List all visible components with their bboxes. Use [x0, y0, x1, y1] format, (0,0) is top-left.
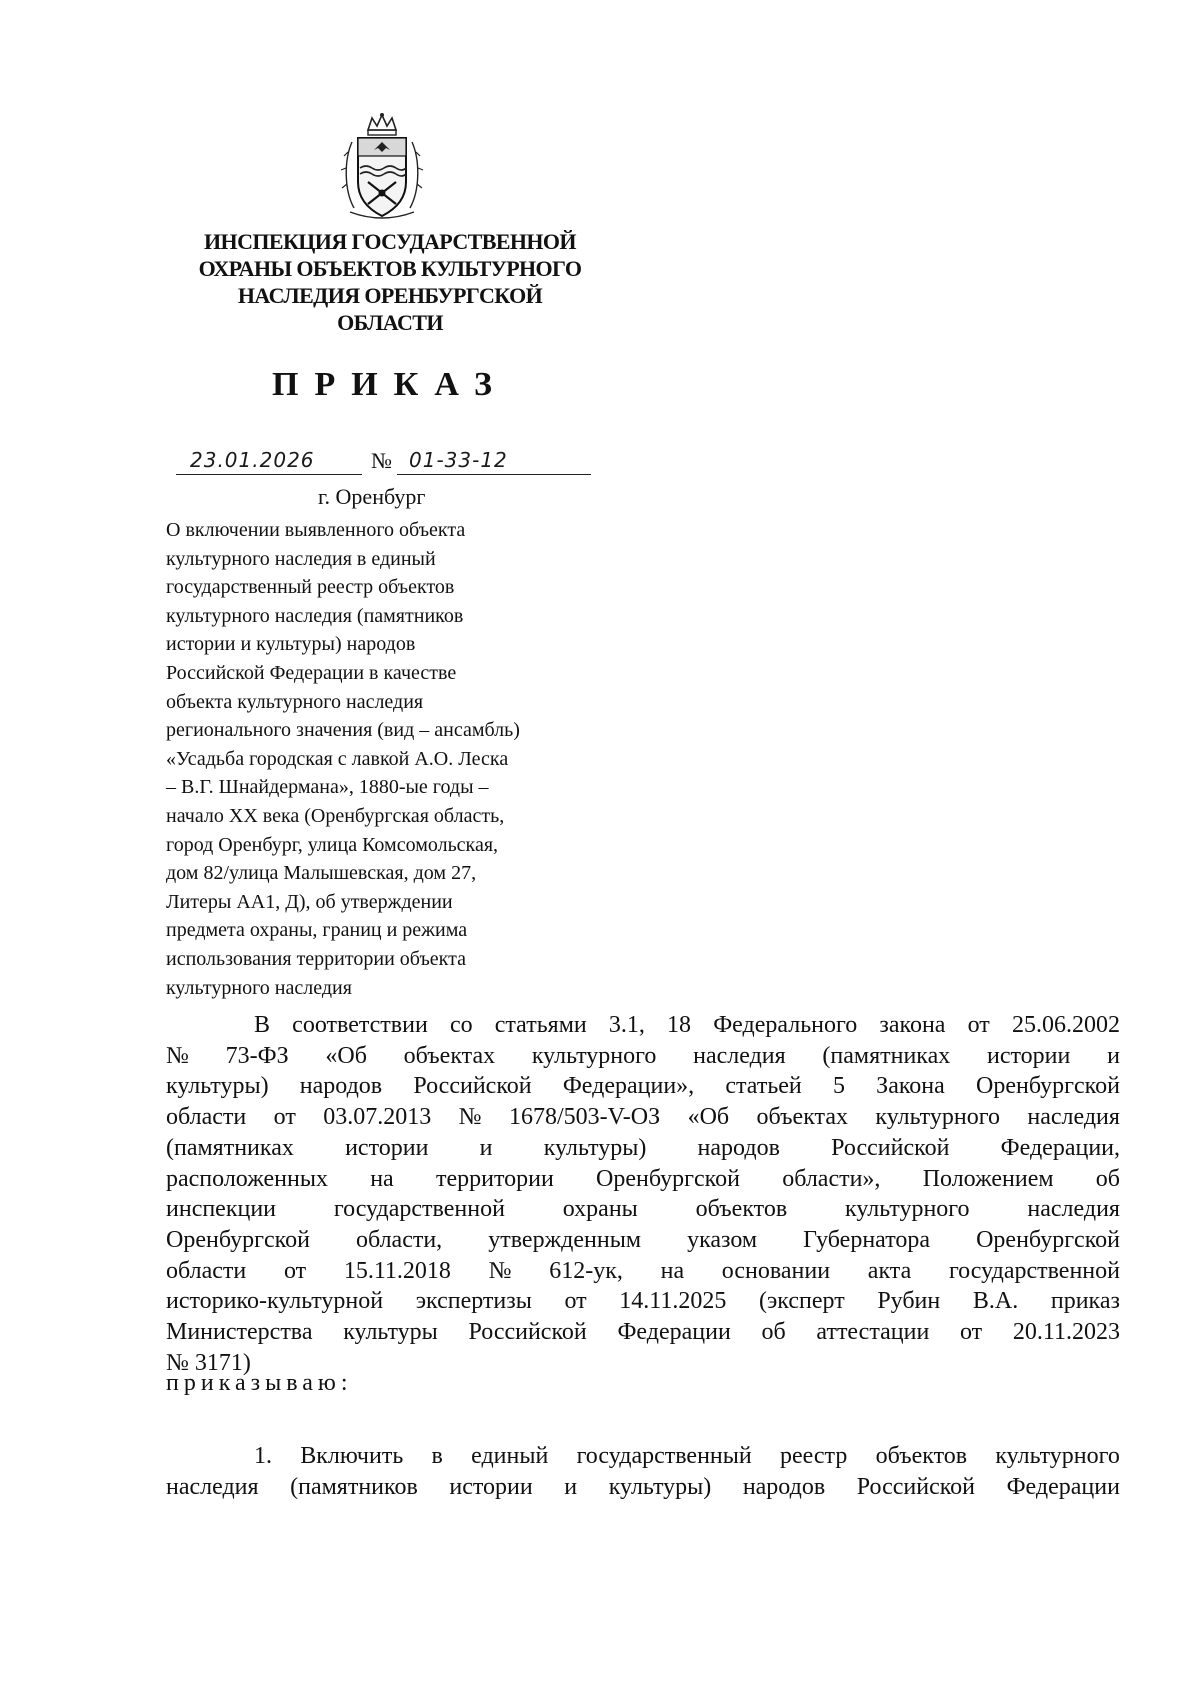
preamble-line: В соответствии со статьями 3.1, 18 Федерального закона от 25.06.2002 [254, 1012, 1120, 1038]
organization-name [160, 228, 620, 336]
subject-line: использования территории объекта [166, 947, 466, 970]
registration-date: 23.01.2026 [190, 448, 315, 472]
subject-line: государственный реестр объектов [166, 576, 455, 599]
subject-line: Российской Федерации в качестве [166, 661, 457, 684]
order-item-1 [166, 1441, 1120, 1502]
subject-line: дом 82/улица Малышевская, дом 27, [166, 862, 477, 885]
preamble-line: Министерства культуры Российской Федерации об аттестации от 20.11.2023 [166, 1319, 1120, 1346]
org-line: ОБЛАСТИ [337, 310, 443, 335]
subject-line: предмета охраны, границ и режима [166, 919, 468, 942]
preamble-line: № 3171) [166, 1349, 251, 1376]
subject-line: начало XX века (Оренбургская область, [166, 804, 505, 827]
org-line: ИНСПЕКЦИЯ ГОСУДАРСТВЕННОЙ [204, 229, 576, 254]
subject-line: культурного наследия [166, 976, 352, 999]
city-of-issue: г. Оренбург [318, 484, 426, 509]
subject-line: культурного наследия в единый [166, 547, 436, 570]
subject-line: – В.Г. Шнайдермана», 1880-ые годы – [166, 776, 489, 799]
number-sign: № [371, 448, 392, 473]
org-line: ОХРАНЫ ОБЪЕКТОВ КУЛЬТУРНОГО [198, 256, 582, 281]
subject-line: объекта культурного наследия [166, 690, 424, 713]
subject-line: культурного наследия (памятников [166, 604, 464, 627]
preamble-line: области от 03.07.2013 № 1678/503-V-ОЗ «Об объектах культурного наследия [166, 1104, 1120, 1131]
coat-of-arms-emblem [338, 112, 426, 222]
preamble-paragraph [166, 1010, 1120, 1378]
registration-date-line [176, 448, 362, 475]
org-line: НАСЛЕДИЯ ОРЕНБУРГСКОЙ [237, 283, 543, 308]
document-type-title: ПРИКАЗ [272, 366, 508, 403]
subject-line: истории и культуры) народов [166, 633, 416, 656]
preamble-line: области от 15.11.2018 № 612-ук, на основании акта государственной [166, 1257, 1120, 1284]
registration-number-line [397, 448, 591, 475]
subject-line: город Оренбург, улица Комсомольская, [166, 833, 499, 856]
preamble-line: культуры) народов Российской Федерации», статьей 5 Закона Оренбургской [166, 1073, 1120, 1100]
order-subject [166, 516, 606, 1002]
command-word: приказываю: [166, 1370, 353, 1396]
subject-line: Литеры АА1, Д), об утверждении [166, 890, 453, 913]
subject-line: «Усадьба городская с лавкой А.О. Леска [166, 747, 509, 770]
preamble-line: инспекции государственной охраны объектов культурного наследия [166, 1196, 1120, 1223]
item-line: 1. Включить в единый государственный реестр объектов культурного [254, 1443, 1120, 1469]
preamble-line: историко-культурной экспертизы от 14.11.2025 (эксперт Рубин В.А. приказ [166, 1288, 1120, 1315]
preamble-line: № 73-ФЗ «Об объектах культурного наследия (памятниках истории и [166, 1042, 1120, 1069]
preamble-line: расположенных на территории Оренбургской области», Положением об [166, 1165, 1120, 1192]
registration-number: 01-33-12 [409, 448, 508, 472]
item-line: наследия (памятников истории и культуры) народов Российской Федерации [166, 1473, 1120, 1500]
preamble-line: (памятниках истории и культуры) народов Российской Федерации, [166, 1134, 1120, 1161]
preamble-line: Оренбургской области, утвержденным указом Губернатора Оренбургской [166, 1226, 1120, 1253]
subject-line: О включении выявленного объекта [166, 519, 466, 541]
subject-line: регионального значения (вид – ансамбль) [166, 719, 520, 742]
